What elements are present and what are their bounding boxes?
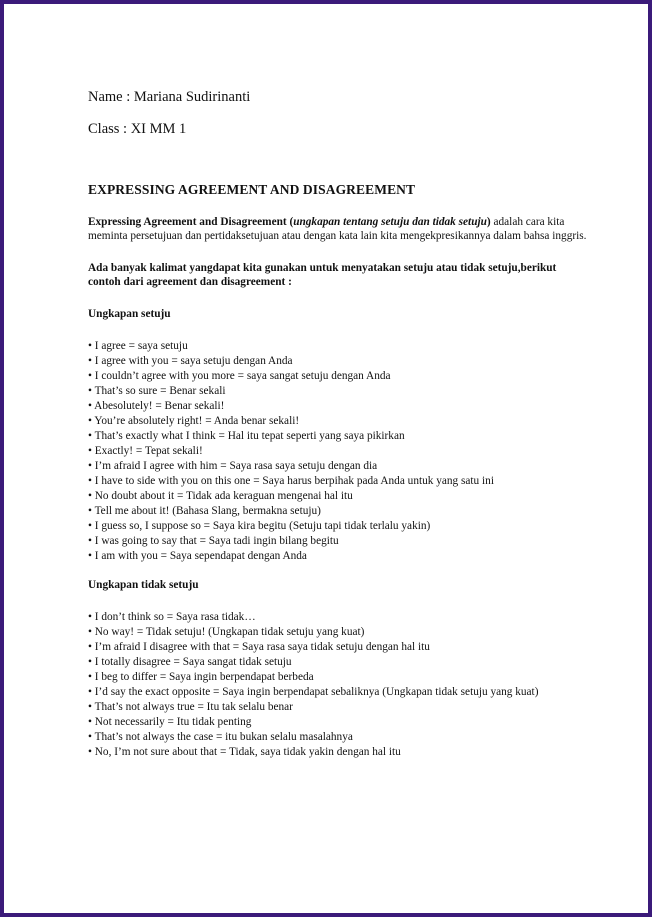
disagree-heading: Ungkapan tidak setuju (88, 579, 199, 591)
list-item: • No doubt about it = Tidak ada keraguan mengenai hal itu (88, 490, 353, 502)
list-item: • I guess so, I suppose so = Saya kira begitu (Setuju tapi tidak terlalu yakin) (88, 520, 431, 532)
list-item: • No, I’m not sure about that = Tidak, saya tidak yakin dengan hal itu (88, 746, 401, 758)
list-item: • I was going to say that = Saya tadi ingin bilang begitu (88, 535, 339, 547)
list-item: • I totally disagree = Saya sangat tidak setuju (88, 656, 292, 668)
intro-body: adalah cara kita meminta persetujuan dan pertidaksetujuan atau dengan kata lain kita mengekpresikannya dalam bahsa inggris. (88, 216, 587, 242)
list-item: • I’m afraid I disagree with that = Saya rasa saya tidak setuju dengan hal itu (88, 641, 430, 653)
intro-bold-term: Expressing Agreement and Disagreement ( (88, 216, 294, 228)
intro-italic-term: ungkapan tentang setuju dan tidak setuju (293, 216, 487, 228)
list-item: • No way! = Tidak setuju! (Ungkapan tidak setuju yang kuat) (88, 626, 365, 638)
list-item: • Exactly! = Tepat sekali! (88, 445, 203, 457)
list-item: • That’s exactly what I think = Hal itu tepat seperti yang saya pikirkan (88, 430, 405, 442)
list-item: • I don’t think so = Saya rasa tidak… (88, 611, 256, 623)
list-item: • I have to side with you on this one = Saya harus berpihak pada Anda untuk yang satu ini (88, 475, 494, 487)
list-item: • You’re absolutely right! = Anda benar sekali! (88, 415, 300, 427)
disagree-list (88, 610, 588, 760)
intro-paragraph (88, 215, 588, 243)
list-item: • I beg to differ = Saya ingin berpendapat berbeda (88, 671, 314, 683)
list-item: • Not necessarily = Itu tidak penting (88, 716, 252, 728)
list-item: • That’s so sure = Benar sekali (88, 385, 226, 397)
intro-close-paren: ) (486, 216, 491, 228)
document-page (88, 88, 588, 760)
agree-list (88, 339, 588, 564)
agree-heading: Ungkapan setuju (88, 308, 171, 320)
list-item: • I couldn’t agree with you more = saya sangat setuju dengan Anda (88, 370, 391, 382)
lead-paragraph: Ada banyak kalimat yangdapat kita gunakan untuk menyatakan setuju atau tidak setuju,berikut contoh dari agreement dan disagreement : (88, 262, 557, 288)
list-item: • Tell me about it! (Bahasa Slang, bermakna setuju) (88, 505, 321, 517)
student-name: Name : Mariana Sudirinanti (88, 89, 251, 105)
list-item: • Abesolutely! = Benar sekali! (88, 400, 225, 412)
list-item: • I agree with you = saya setuju dengan Anda (88, 355, 293, 367)
list-item: • That’s not always the case = itu bukan selalu masalahnya (88, 731, 353, 743)
student-class: Class : XI MM 1 (88, 121, 187, 137)
list-item: • I’d say the exact opposite = Saya ingin berpendapat sebaliknya (Ungkapan tidak setuju yang kuat) (88, 686, 539, 698)
list-item: • I am with you = Saya sependapat dengan Anda (88, 550, 307, 562)
document-title: EXPRESSING AGREEMENT AND DISAGREEMENT (88, 182, 416, 197)
list-item: • I agree = saya setuju (88, 340, 188, 352)
list-item: • I’m afraid I agree with him = Saya rasa saya setuju dengan dia (88, 460, 378, 472)
list-item: • That’s not always true = Itu tak selalu benar (88, 701, 293, 713)
